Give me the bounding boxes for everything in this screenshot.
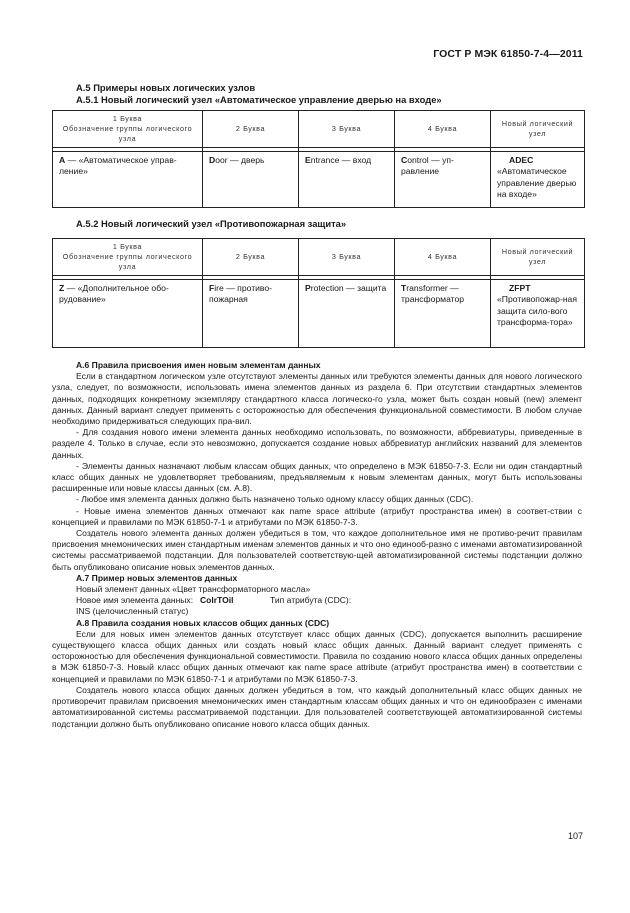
header-letter-1: 1 Буква Обозначение группы логического узла bbox=[53, 239, 203, 276]
cell-letter-2: Fire — противо-пожарная bbox=[203, 280, 299, 348]
body-text bbox=[52, 360, 582, 730]
paragraph: - Новые имена элементов данных отмечают как name space attribute (атрибут пространства имен) в соответ-ствии с концепцией и правилами по МЭК 61850-7-1 и атрибутами по МЭК 61850-7-3. bbox=[52, 505, 582, 527]
section-a8-heading: А.8 Правила создания новых классов общих данных (CDC) bbox=[76, 617, 330, 628]
cell-new-node: ZFPT «Противопожар-ная защита сило-вого трансформа-тора» bbox=[491, 280, 585, 348]
cell-letter-4: Transformer — трансформатор bbox=[395, 280, 491, 348]
header-new-node: Новый логический узел bbox=[491, 239, 585, 276]
new-name-label: Новое имя элемента данных: bbox=[76, 595, 194, 606]
logical-node-table-door bbox=[52, 110, 585, 208]
section-a5-heading: А.5 Примеры новых логических узлов bbox=[76, 82, 256, 93]
cell-letter-3: Entrance — вход bbox=[299, 152, 395, 208]
header-letter-2: 2 Буква bbox=[203, 239, 299, 276]
paragraph: Создатель нового элемента данных должен убедиться в том, что каждое дополнительное имя не противо-речит правилам присвоения мнемонических имен стандартным именам элементов данных и что оно единооб-разно с именами автоматизированной системы рассматриваемой подстанции. Для пользователей соответствую-щей автоматизированной системы подстанции должно быть опубликовано описание новых элементов данных. bbox=[52, 528, 582, 572]
header-new-node: Новый логический узел bbox=[491, 111, 585, 148]
section-a52-heading: А.5.2 Новый логический узел «Противопожарная защита» bbox=[76, 218, 347, 229]
attribute-type-label: Тип атрибута (CDC): bbox=[270, 595, 352, 606]
document-header: ГОСТ Р МЭК 61850-7-4—2011 bbox=[433, 48, 583, 60]
paragraph: Новый элемент данных «Цвет трансформаторного масла» bbox=[76, 584, 311, 595]
cell-group: A — «Автоматическое управ-ление» bbox=[53, 152, 203, 208]
header-letter-3: 3 Буква bbox=[299, 239, 395, 276]
paragraph: Если для новых имен элементов данных отсутствует класс общих данных (CDC), допускается выполнить расширение существующего класса общих данных или создать новый класс общих данных. Данный вариант следует применять с осторожностью для обеспечения функциональной совместимости. Правила по созданию нового класса общих данных определены в МЭК 61850-7-3. Новый класс общих данных отмечают как name space attribute (атрибут пространства имен) в соответствии с концепцией и правилами по МЭК 61850-7-1 и атрибутами по МЭК 61850-7-3. bbox=[52, 628, 582, 684]
new-name-row bbox=[52, 595, 582, 606]
cell-letter-4: Control — уп-равление bbox=[395, 152, 491, 208]
cell-group: Z — «Дополнительное обо-рудование» bbox=[53, 280, 203, 348]
section-a6-heading: А.6 Правила присвоения имен новым элементам данных bbox=[76, 360, 321, 370]
cell-letter-3: Protection — защита bbox=[299, 280, 395, 348]
section-a7-heading: А.7 Пример новых элементов данных bbox=[76, 572, 238, 583]
section-a51-heading: А.5.1 Новый логический узел «Автоматическое управление дверью на входе» bbox=[76, 94, 442, 105]
header-letter-3: 3 Буква bbox=[299, 111, 395, 148]
page-number: 107 bbox=[567, 831, 583, 841]
paragraph: - Элементы данных назначают любым классам общих данных, что определено в МЭК 61850-7-3. Если ни один стандартный класс общих данных не удовлетворяет требованиям, предъявляемым к новым элементам данных, могут быть использованы расширенные или новые классы данных (см. А.8). bbox=[52, 460, 582, 494]
new-name-value: ColrTOil bbox=[200, 595, 234, 606]
paragraph: INS (целочисленный статус) bbox=[76, 606, 189, 617]
paragraph: - Любое имя элемента данных должно быть назначено только одному классу общих данных (CDC). bbox=[76, 494, 474, 505]
paragraph: Создатель нового класса общих данных должен убедиться в том, что каждый дополнительный класс общих данных не противоречит правилам присвоения мнемонических имен стандартным классам общих данных и что он единообразен с именами автоматизированной системы рассматриваемой подстанции. Для пользователей соответствующей автоматизированной системы подстанции должно быть опубликовано описание нового класса общих данных. bbox=[52, 684, 582, 729]
header-letter-4: 4 Буква bbox=[395, 239, 491, 276]
cell-letter-2: Door — дверь bbox=[203, 152, 299, 208]
header-letter-1: 1 Буква Обозначение группы логического узла bbox=[53, 111, 203, 148]
logical-node-table-fire bbox=[52, 238, 585, 348]
paragraph: - Для создания нового имени элемента данных необходимо использовать, по возможности, аббревиатуры, приведенные в разделе 4. Только в случае, если это невозможно, допускается создание новых аббревиатур английских названий для элементов данных. bbox=[52, 427, 582, 460]
header-letter-4: 4 Буква bbox=[395, 111, 491, 148]
header-letter-2: 2 Буква bbox=[203, 111, 299, 148]
paragraph: Если в стандартном логическом узле отсутствуют элементы данных или требуются элементы данных для нового логического узла, следует, по возможности, использовать имена элементов данных из раздела 6. При отсутствии стандартных элементов данных, подходящих конкретному экземпляру стандартного класса логическо-го узла, может быть создан новый (new) элемент данных. Данный вариант следует применять с осторожностью для обеспечения функциональной совместимости. В любом случае необходимо придерживаться следующих пра-вил. bbox=[52, 371, 582, 427]
cell-new-node: ADEC «Автоматическое управление дверью на входе» bbox=[491, 152, 585, 208]
